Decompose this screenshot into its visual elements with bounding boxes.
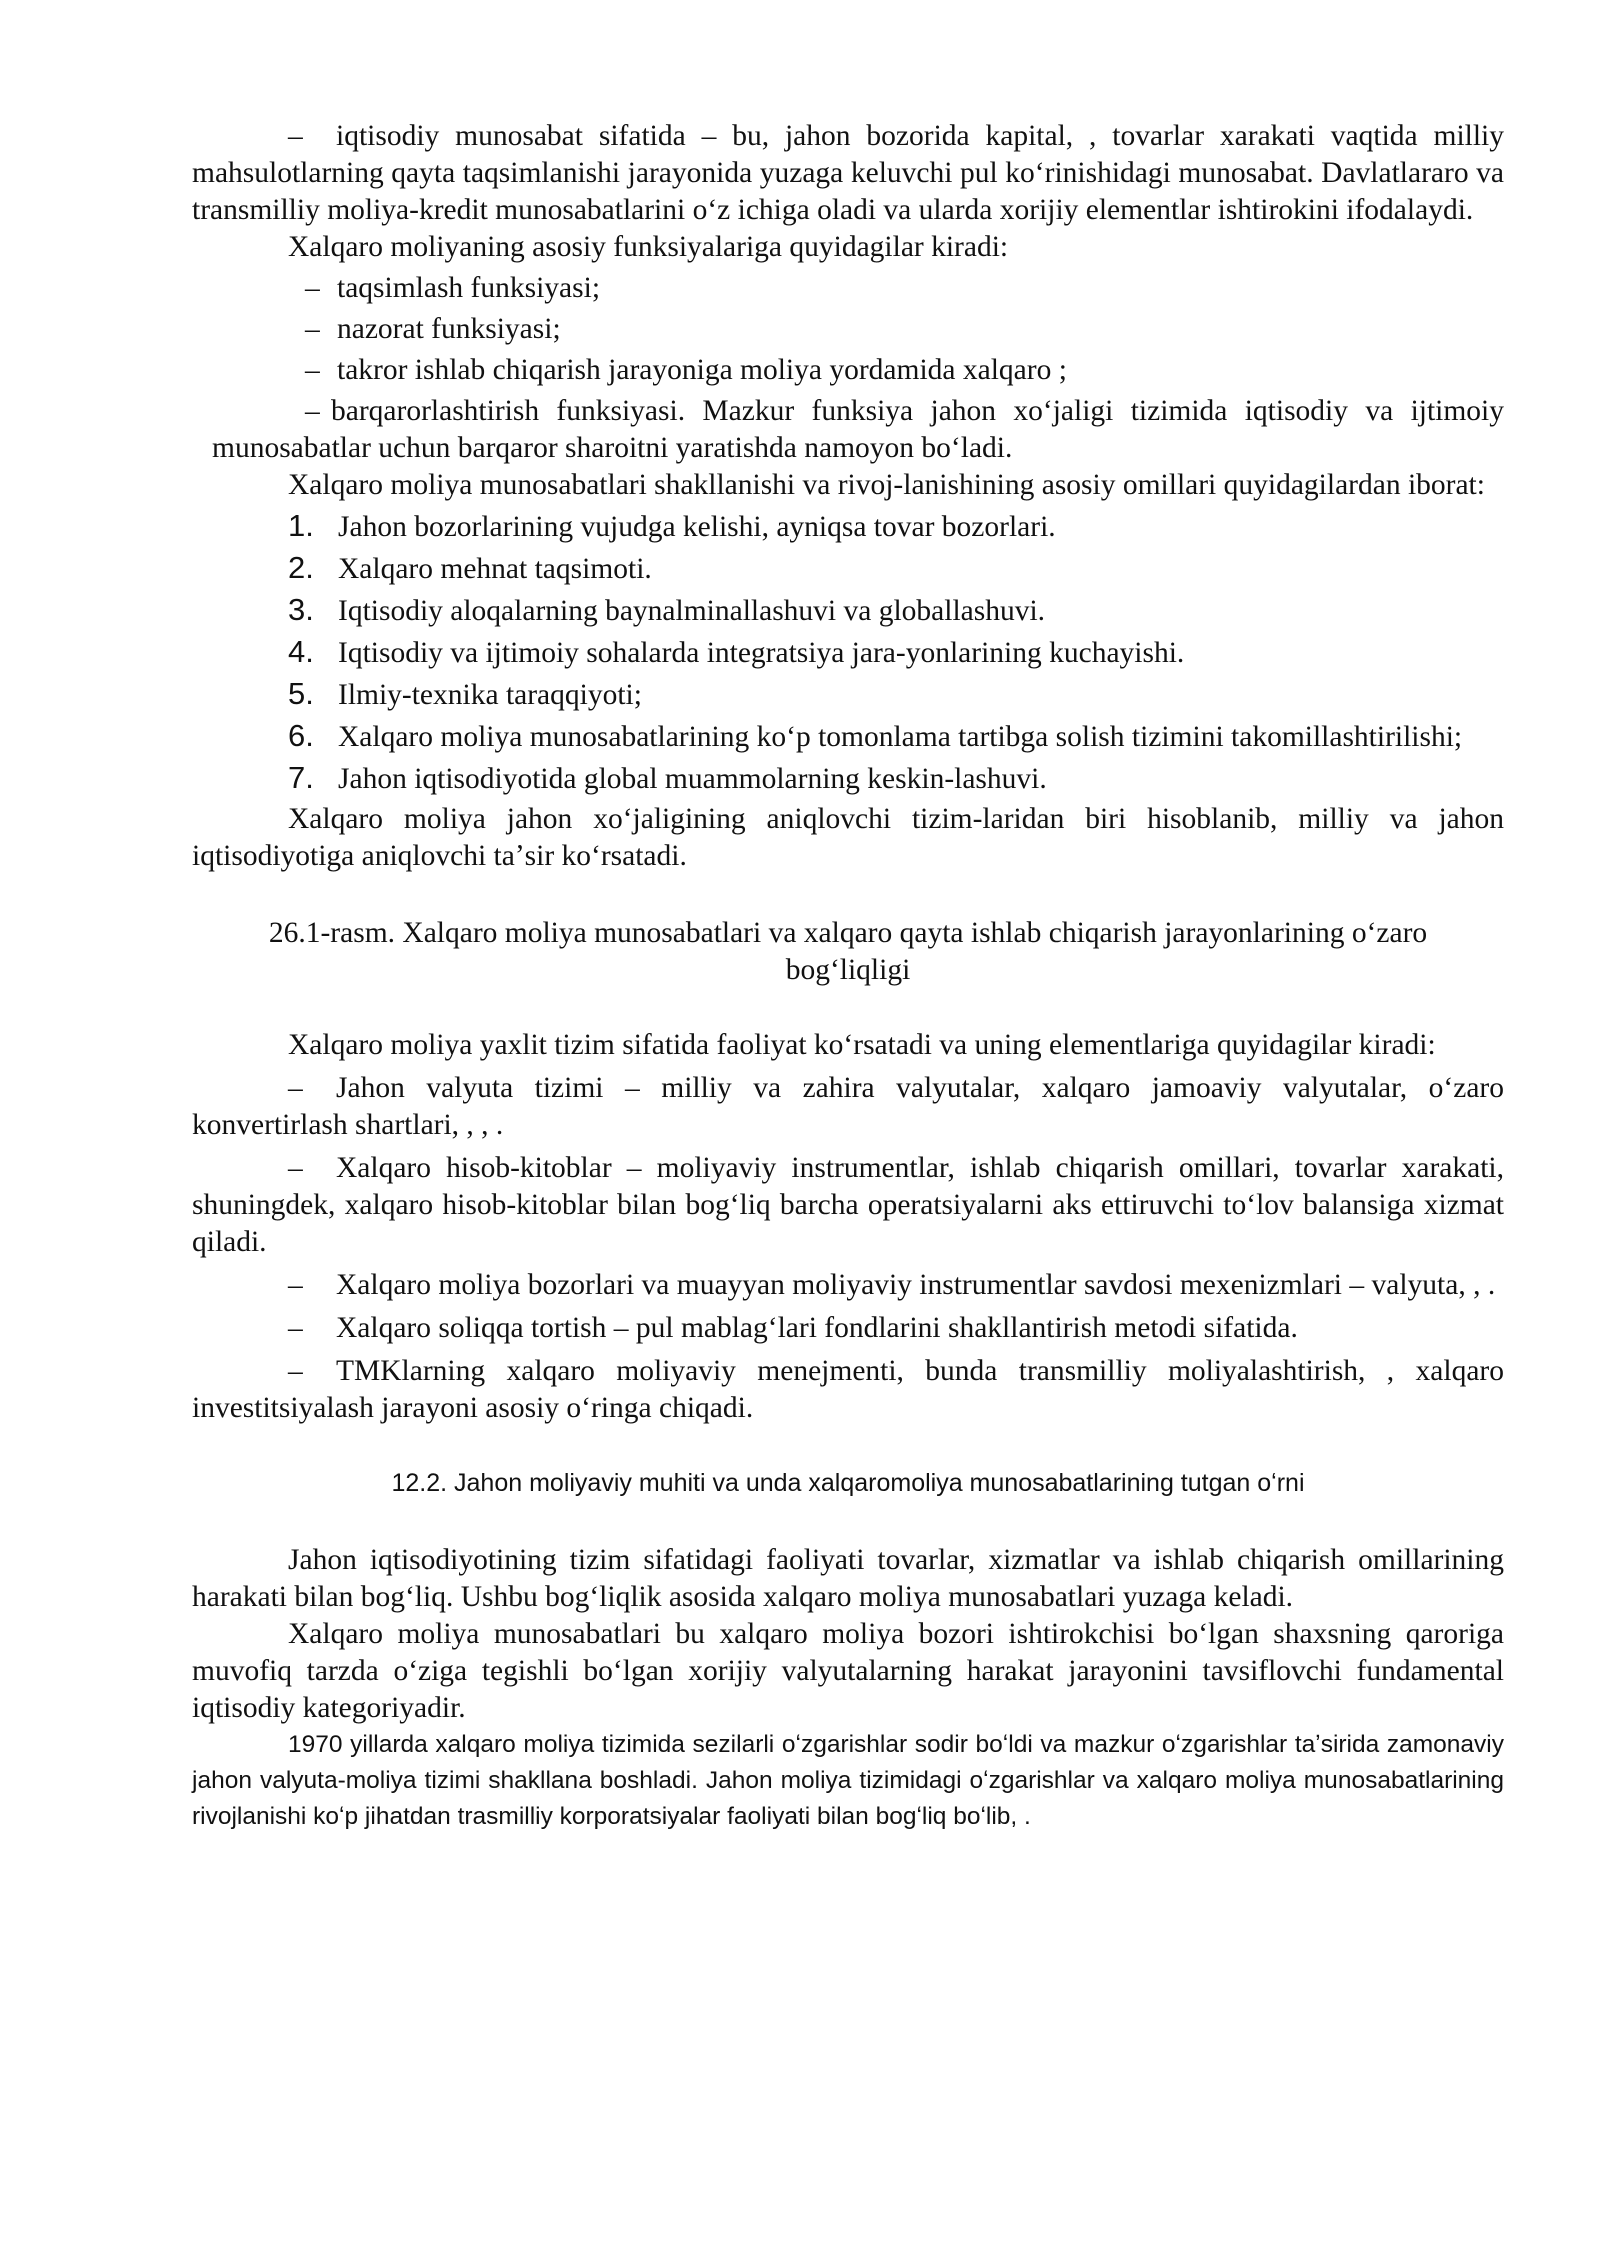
list-item: – TMKlarning xalqaro moliyaviy menejmenti, bunda transmilliy moliyalashtirish, , xalqaro investitsiyalash jarayoni asosiy oʻringa chiqadi. bbox=[192, 1355, 1504, 1424]
list-item: 6. Xalqaro moliya munosabatlarining koʻp tomonlama tartibga solish tizimini takomillashtirilishi; bbox=[288, 718, 1463, 753]
list-item: 7. Jahon iqtisodiyotida global muammolarning keskin-lashuvi. bbox=[288, 760, 1047, 795]
list-item: – Xalqaro hisob-kitoblar – moliyaviy instrumentlar, ishlab chiqarish omillari, tovarlar xarakati, shuningdek, xalqaro hisob-kitoblar bilan bogʻliq barcha operatsiyalarni aks ettiruvchi toʻlov balansiga xizmat qiladi. bbox=[192, 1152, 1504, 1258]
dash-marker: – bbox=[305, 272, 320, 304]
list-item: 5. Ilmiy-texnika taraqqiyoti; bbox=[288, 676, 642, 711]
list-item: – Jahon valyuta tizimi – milliy va zahira valyutalar, xalqaro jamoaviy valyutalar, oʻzaro konvertirlash shartlari, , , . bbox=[192, 1072, 1504, 1141]
dash-marker: – bbox=[305, 395, 320, 427]
list-item: 4. Iqtisodiy va ijtimoiy sohalarda integratsiya jara-yonlarining kuchayishi. bbox=[288, 634, 1185, 669]
paragraph-body: Xalqaro moliya munosabatlari bu xalqaro moliya bozori ishtirokchisi boʻlgan shaxsning qaroriga muvofiq tarzda oʻziga tegishli boʻlgan xorijiy valyutalarning harakat jarayonini tavsiflovchi fundamental iqtisodiy kategoriyadir. bbox=[192, 1618, 1504, 1724]
dash-marker: – bbox=[288, 120, 303, 152]
section-heading: 12.2. Jahon moliyaviy muhiti va unda xalqaromoliya munosabatlarining tutgan oʻrni bbox=[391, 1469, 1305, 1497]
list-item: – Xalqaro soliqqa tortish – pul mablagʻlari fondlarini shakllantirish metodi sifatida. bbox=[192, 1310, 1504, 1347]
list-item: – takror ishlab chiqarish jarayoniga moliya yordamida xalqaro ; bbox=[192, 352, 1504, 389]
paragraph-conclusion: Xalqaro moliya jahon xoʻjaligining aniqlovchi tizim-laridan biri hisoblanib, milliy va jahon iqtisodiyotiga aniqlovchi taʼsir koʻrsatadi. bbox=[192, 803, 1504, 872]
paragraph-intro: – iqtisodiy munosabat sifatida – bu, jahon bozorida kapital, , tovarlar xarakati vaqtida milliy mahsulotlarning qayta taqsimlanishi jarayonida yuzaga keluvchi pul koʻrinishidagi munosabat. Davlatlararo va transmilliy moliya-kredit munosabatlarini oʻz ichiga oladi va ularda xorijiy elementlar ishtirokini ifodalaydi. bbox=[192, 120, 1504, 226]
paragraph-elements-intro: Xalqaro moliya yaxlit tizim sifatida faoliyat koʻrsatadi va uning elementlariga quyidagilar kiradi: bbox=[288, 1029, 1436, 1061]
figure-caption: 26.1-rasm. Xalqaro moliya munosabatlari va xalqaro qayta ishlab chiqarish jarayonlarining oʻzaro bogʻliqligi bbox=[268, 917, 1428, 986]
list-item: 2. Xalqaro mehnat taqsimoti. bbox=[288, 550, 652, 585]
list-item: – taqsimlash funksiyasi; bbox=[192, 270, 1504, 307]
dash-marker: – bbox=[288, 1269, 303, 1301]
dash-marker: – bbox=[288, 1072, 303, 1104]
dash-marker: – bbox=[288, 1312, 303, 1344]
list-item: – nazorat funksiyasi; bbox=[192, 311, 1504, 348]
list-item: 3. Iqtisodiy aloqalarning baynalminallashuvi va globallashuvi. bbox=[288, 592, 1046, 627]
paragraph-body: Jahon iqtisodiyotining tizim sifatidagi faoliyati tovarlar, xizmatlar va ishlab chiqarish omillarining harakati bilan bogʻliq. Ushbu bogʻliqlik asosida xalqaro moliya munosabatlari yuzaga keladi. bbox=[192, 1544, 1504, 1613]
list-item: 1. Jahon bozorlarining vujudga kelishi, ayniqsa tovar bozorlari. bbox=[288, 508, 1056, 543]
paragraph-factors-intro: Xalqaro moliya munosabatlari shakllanishi va rivoj-lanishining asosiy omillari quyidagilardan iborat: bbox=[288, 469, 1485, 501]
dash-marker: – bbox=[305, 354, 320, 386]
list-item: – barqarorlashtirish funksiyasi. Mazkur funksiya jahon xoʻjaligi tizimida iqtisodiy va ijtimoiy munosabatlar uchun barqaror sharoitni yaratishda namoyon boʻladi. bbox=[212, 395, 1504, 464]
paragraph-body: 1970 yillarda xalqaro moliya tizimida sezilarli oʻzgarishlar sodir boʻldi va mazkur oʻzgarishlar taʼsirida zamonaviy jahon valyuta-moliya tizimi shakllana boshladi. Jahon moliya tizimidagi oʻzgarishlar va xalqaro moliya munosabatlarining rivojlanishi koʻp jihatdan trasmilliy korporatsiyalar faoliyati bilan bogʻliq boʻlib, . bbox=[192, 1731, 1504, 1830]
paragraph-functions-intro: Xalqaro moliyaning asosiy funksiyalariga quyidagilar kiradi: bbox=[288, 231, 1009, 263]
list-item: – Xalqaro moliya bozorlari va muayyan moliyaviy instrumentlar savdosi mexenizmlari – valyuta, , . bbox=[192, 1267, 1504, 1304]
dash-marker: – bbox=[288, 1152, 303, 1184]
dash-marker: – bbox=[305, 313, 320, 345]
dash-marker: – bbox=[288, 1355, 303, 1387]
